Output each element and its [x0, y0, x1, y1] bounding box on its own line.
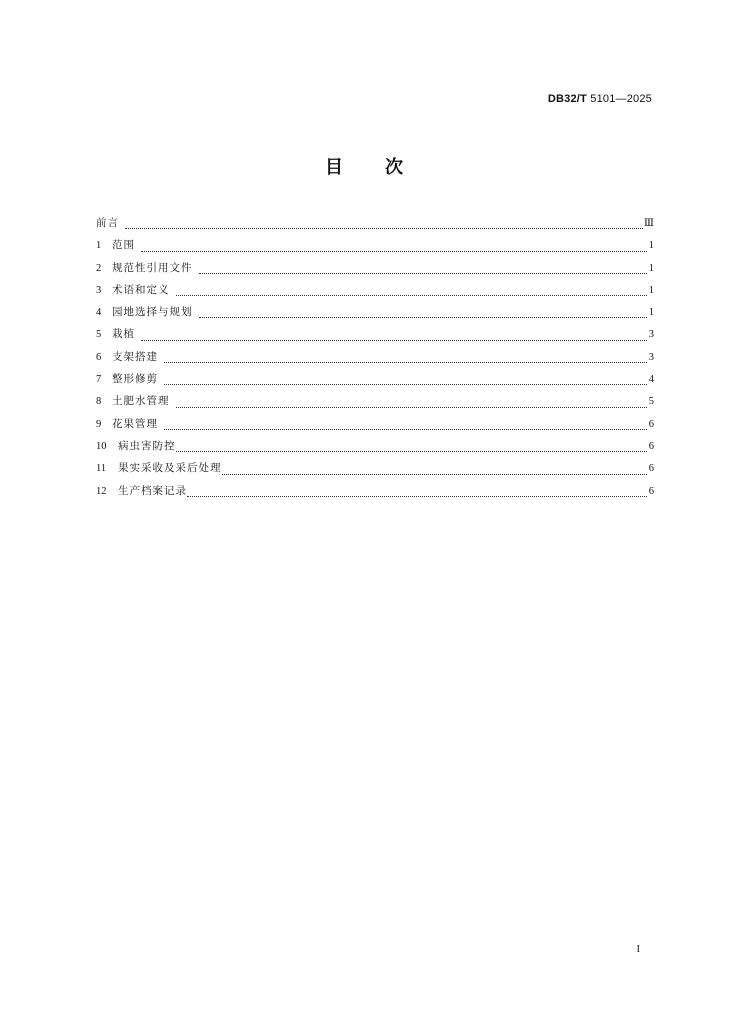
- toc-item-number: 12: [96, 485, 107, 497]
- toc-item-page: 4: [648, 374, 654, 386]
- toc-item-page: Ⅲ: [643, 218, 654, 229]
- toc-item-3[interactable]: [96, 281, 654, 303]
- toc-item-page: 1: [648, 240, 654, 252]
- toc-leader-dots: [199, 316, 648, 318]
- toc-item-9[interactable]: [96, 415, 654, 437]
- toc-item-12[interactable]: [96, 482, 654, 504]
- toc-item-page: 6: [648, 440, 654, 452]
- toc-item-label: 花果管理: [112, 417, 158, 430]
- toc-item-8[interactable]: [96, 392, 654, 414]
- toc-item-number: 10: [96, 440, 107, 452]
- toc-leader-dots: [176, 406, 648, 408]
- toc-leader-dots: [176, 294, 648, 296]
- page-number: I: [636, 944, 640, 955]
- toc-item-label: 土肥水管理: [112, 395, 170, 408]
- toc-leader-dots: [141, 339, 647, 341]
- toc-leader-dots: [141, 250, 647, 252]
- table-of-contents: [96, 214, 654, 504]
- page-title-char-2: 次: [385, 157, 405, 178]
- toc-item-6[interactable]: [96, 348, 654, 370]
- toc-item-number: 7: [96, 374, 102, 386]
- toc-item-5[interactable]: [96, 325, 654, 347]
- toc-item-page: 6: [648, 463, 654, 475]
- toc-leader-dots: [176, 450, 648, 452]
- toc-item-label: 栽植: [112, 328, 135, 341]
- toc-item-label: 生产档案记录: [118, 484, 187, 497]
- toc-leader-dots: [125, 227, 643, 229]
- toc-leader-dots: [222, 473, 648, 475]
- toc-item-number: 9: [96, 418, 102, 430]
- toc-item-number: 5: [96, 329, 102, 341]
- toc-item-1[interactable]: [96, 236, 654, 258]
- toc-item-number: 6: [96, 351, 102, 363]
- toc-item-number: 8: [96, 396, 102, 408]
- toc-item-foreword[interactable]: [96, 214, 654, 236]
- toc-leader-dots: [187, 495, 647, 497]
- toc-item-label: 整形修剪: [112, 373, 158, 386]
- standard-code: [548, 93, 652, 105]
- toc-item-page: 3: [648, 329, 654, 341]
- toc-item-10[interactable]: [96, 437, 654, 459]
- toc-item-label: 范围: [112, 239, 135, 252]
- toc-item-page: 1: [648, 284, 654, 296]
- toc-item-label: 术语和定义: [112, 283, 170, 296]
- toc-item-7[interactable]: [96, 370, 654, 392]
- toc-item-page: 5: [648, 396, 654, 408]
- toc-item-page: 6: [648, 485, 654, 497]
- toc-item-11[interactable]: [96, 459, 654, 481]
- toc-item-4[interactable]: [96, 303, 654, 325]
- toc-item-number: 3: [96, 284, 102, 296]
- toc-item-number: 2: [96, 262, 102, 274]
- toc-item-page: 1: [648, 307, 654, 319]
- toc-item-label: 规范性引用文件: [112, 261, 193, 274]
- toc-item-page: 3: [648, 351, 654, 363]
- toc-item-label: 前言: [96, 217, 119, 229]
- toc-item-label: 果实采收及采后处理: [118, 462, 222, 475]
- toc-leader-dots: [164, 428, 647, 430]
- standard-code-prefix: DB32/T: [547, 93, 587, 105]
- toc-item-number: 1: [96, 240, 102, 252]
- page-title-char-1: 目: [325, 157, 345, 178]
- toc-item-number: 11: [96, 463, 107, 475]
- toc-leader-dots: [164, 383, 647, 385]
- toc-item-page: 6: [648, 418, 654, 430]
- toc-item-label: 病虫害防控: [118, 439, 176, 452]
- standard-code-number: 5101—2025: [590, 93, 652, 105]
- toc-item-number: 4: [96, 307, 102, 319]
- toc-item-label: 园地选择与规划: [112, 306, 193, 319]
- page-title: [0, 153, 730, 179]
- toc-leader-dots: [199, 272, 648, 274]
- toc-item-page: 1: [648, 262, 654, 274]
- toc-item-label: 支架搭建: [112, 350, 158, 363]
- toc-leader-dots: [164, 361, 647, 363]
- toc-item-2[interactable]: [96, 259, 654, 281]
